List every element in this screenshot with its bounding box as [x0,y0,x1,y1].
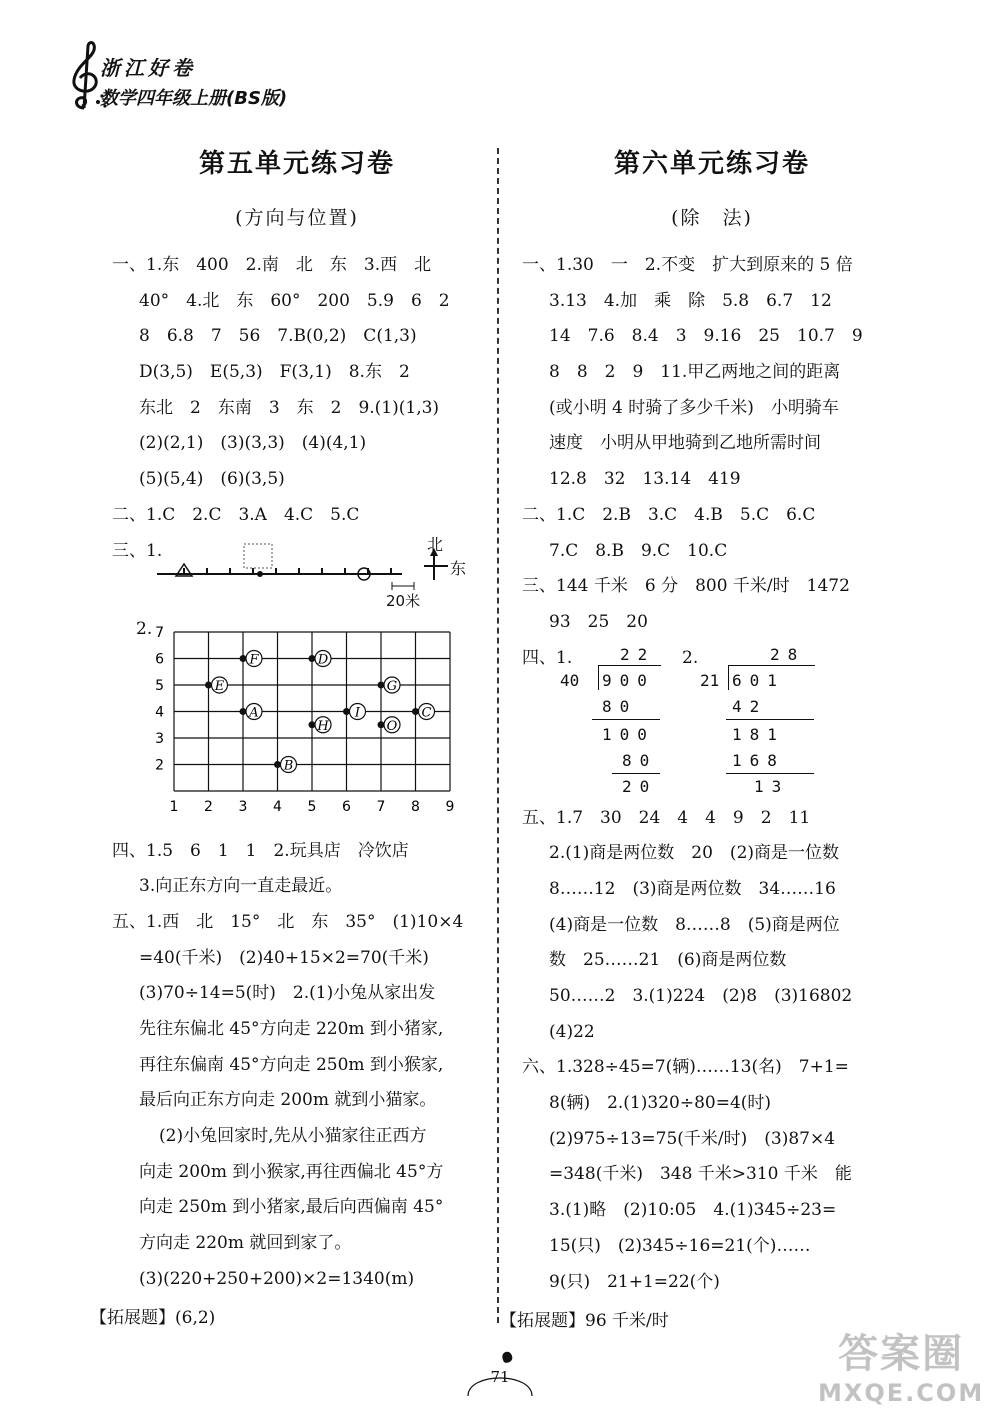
partial-product: 80 [622,750,658,770]
page-number: 71 [490,1368,510,1386]
quotient: 22 [620,644,656,664]
answer-line: 3.(1)略 (2)10:05 4.(1)345÷23= [549,1200,837,1221]
answer-line: 12.8 32 13.14 419 [549,469,741,490]
answer-line: 2.(1)商是两位数 20 (2)商是一位数 [549,843,840,864]
long-division-2 [692,641,852,801]
answer-line: (2)小兔回家时,先从小猫家往正西方 [159,1126,427,1146]
coordinate-grid [112,618,482,834]
answer-line: 先往东偏北 45°方向走 220m 到小猪家, [139,1018,444,1039]
answer-line: 向走 250m 到小猪家,最后向西偏南 45° [139,1197,444,1218]
right-column [500,140,902,1332]
answer-line: 15(只) (2)345÷16=21(个)…… [549,1235,811,1256]
x-tick-label: 5 [307,798,317,815]
y-tick-label: 5 [155,677,164,694]
east-label: 东 [450,558,467,578]
answer-line: =40(千米) (2)40+15×2=70(千米) [139,947,429,968]
point-label: E [214,678,225,694]
answer-line: 六、1.328÷45=7(辆)……13(名) 7+1= [522,1057,849,1078]
left-title: 第五单元练习卷 [198,149,395,179]
x-tick-label: 3 [238,798,248,815]
left-column [90,140,482,1329]
answer-line: 8……12 (3)商是两位数 34……16 [549,878,836,899]
point-label: H [317,718,329,734]
scale-label: 20米 [386,591,421,610]
long-division-1 [522,641,702,801]
answer-line: 14 7.6 8.4 3 9.16 25 10.7 9 [549,326,863,347]
y-tick-label: 4 [155,704,164,720]
answer-line: 3.向正东方向一直走最近。 [139,876,343,897]
divisor: 40 [560,670,580,690]
answer-line: 一、1.东 400 2.南 北 东 3.西 北 [112,255,432,275]
answer-line: 8(辆) 2.(1)320÷80=4(时) [549,1093,772,1114]
y-tick-label: 6 [155,651,164,667]
answer-line: 7.C 8.B 9.C 10.C [549,540,728,561]
divisor: 21 [700,670,720,690]
dividend: 900 [602,670,655,690]
x-tick-label: 2 [204,798,213,815]
answer-line: 3.13 4.加 乘 除 5.8 6.7 12 [549,290,832,311]
answer-line: 五、1.7 30 24 4 4 9 2 11 [522,807,811,828]
answer-line: (3)70÷14=5(时) 2.(1)小兔从家出发 [139,983,436,1004]
answer-line: (4)商是一位数 8……8 (5)商是两位 [549,914,840,935]
route-map [112,534,482,624]
answer-line: (2)975÷13=75(千米/时) (3)87×4 [549,1128,836,1149]
remainder: 20 [622,776,658,796]
point-label: O [386,718,398,734]
right-title: 第六单元练习卷 [613,149,810,179]
answer-line: 40° 4.北 东 60° 200 5.9 6 2 [139,290,450,311]
answer-line: 二、1.C 2.B 3.C 4.B 5.C 6.C [522,504,816,525]
left-subtitle: (方向与位置) [235,207,359,229]
north-label: 北 [427,534,444,554]
partial-remainder: 100 [602,724,655,744]
point-label: A [249,705,259,720]
partial-product: 80 [602,696,638,716]
leaf-icon [502,1352,512,1363]
answer-line: 速度 小明从甲地骑到乙地所需时间 [549,433,821,454]
answer-line: 三、144 千米 6 分 800 千米/时 1472 [522,576,850,597]
x-tick-label: 8 [411,798,420,815]
extension-answer: 【拓展题】96 千米/时 [500,1311,669,1332]
answer-line: 五、1.西 北 15° 北 东 35° (1)10×4 [112,911,464,932]
x-tick-label: 9 [445,798,455,815]
question-label: 2. [682,647,699,668]
x-tick-label: 7 [376,798,386,815]
y-tick-label: 3 [155,730,164,747]
right-subtitle: (除 法) [671,207,753,229]
answer-line: 最后向正东方向走 200m 就到小猫家。 [139,1090,437,1111]
answer-line: (2)(2,1) (3)(3,3) (4)(4,1) [139,433,367,454]
point-label: G [386,678,398,694]
answer-line: 东北 2 东南 3 东 2 9.(1)(1,3) [139,397,440,418]
watermark [818,1322,984,1407]
answer-line: 方向走 220m 就回到家了。 [139,1233,352,1254]
point-label: F [249,652,259,667]
answer-line: D(3,5) E(5,3) F(3,1) 8.东 2 [139,362,410,383]
remainder: 13 [754,776,790,796]
watermark-url: MXQE.COM [818,1379,985,1407]
extension-answer: 【拓展题】(6,2) [90,1308,216,1329]
answer-line: 向走 200m 到小猴家,再往西偏北 45°方 [139,1161,444,1182]
x-tick-label: 4 [273,798,282,815]
partial-product: 168 [732,750,785,770]
partial-remainder: 181 [732,724,785,744]
point-label: D [317,652,329,667]
answer-line: =348(千米) 348 千米>310 千米 能 [549,1164,852,1185]
partial-product: 42 [732,696,768,716]
answer-line: 93 25 20 [549,611,648,632]
answer-line: (3)(220+250+200)×2=1340(m) [139,1268,415,1289]
answer-line: 二、1.C 2.C 3.A 4.C 5.C [112,504,360,525]
question-label: 三、1. [112,540,163,561]
y-tick-label: 2 [155,757,164,773]
answer-line: 数 25……21 (6)商是两位数 [549,950,787,971]
answer-line: 再往东偏南 45°方向走 250m 到小猴家, [139,1054,444,1075]
quotient: 28 [770,644,806,664]
x-tick-label: 1 [169,798,179,815]
answer-line: 9(只) 21+1=22(个) [549,1271,720,1292]
building-icon [244,544,272,568]
grid-chart [112,624,482,834]
answer-line: (或小明 4 时骑了多少千米) 小明骑车 [549,397,839,418]
question-label: 四、1. [522,647,573,668]
book-subtitle: 数学四年级上册(BS版) [100,88,288,109]
answer-line: 8 6.8 7 56 7.B(0,2) C(1,3) [139,326,417,347]
dividend: 601 [732,670,785,690]
y-tick-label: 7 [155,624,164,641]
answer-line: 8 8 2 9 11.甲乙两地之间的距离 [549,362,841,383]
answer-line: 50……2 3.(1)224 (2)8 (3)16802 [549,986,853,1006]
book-title: 浙江好卷 [100,56,196,80]
answer-line: (4)22 [549,1021,595,1042]
answer-line: 一、1.30 一 2.不变 扩大到原来的 5 倍 [522,255,853,275]
point-label: B [283,758,294,773]
question-label: 2. [136,618,153,639]
x-tick-label: 6 [342,798,351,815]
column-divider [497,148,499,1323]
watermark-logo-text: 答案圈 [838,1331,965,1377]
point-label: I [354,705,361,720]
answer-line: 四、1.5 6 1 1 2.玩具店 冷饮店 [112,840,409,861]
point-label: C [421,705,432,720]
answer-line: (5)(5,4) (6)(3,5) [139,469,285,490]
long-division-area [522,641,902,801]
